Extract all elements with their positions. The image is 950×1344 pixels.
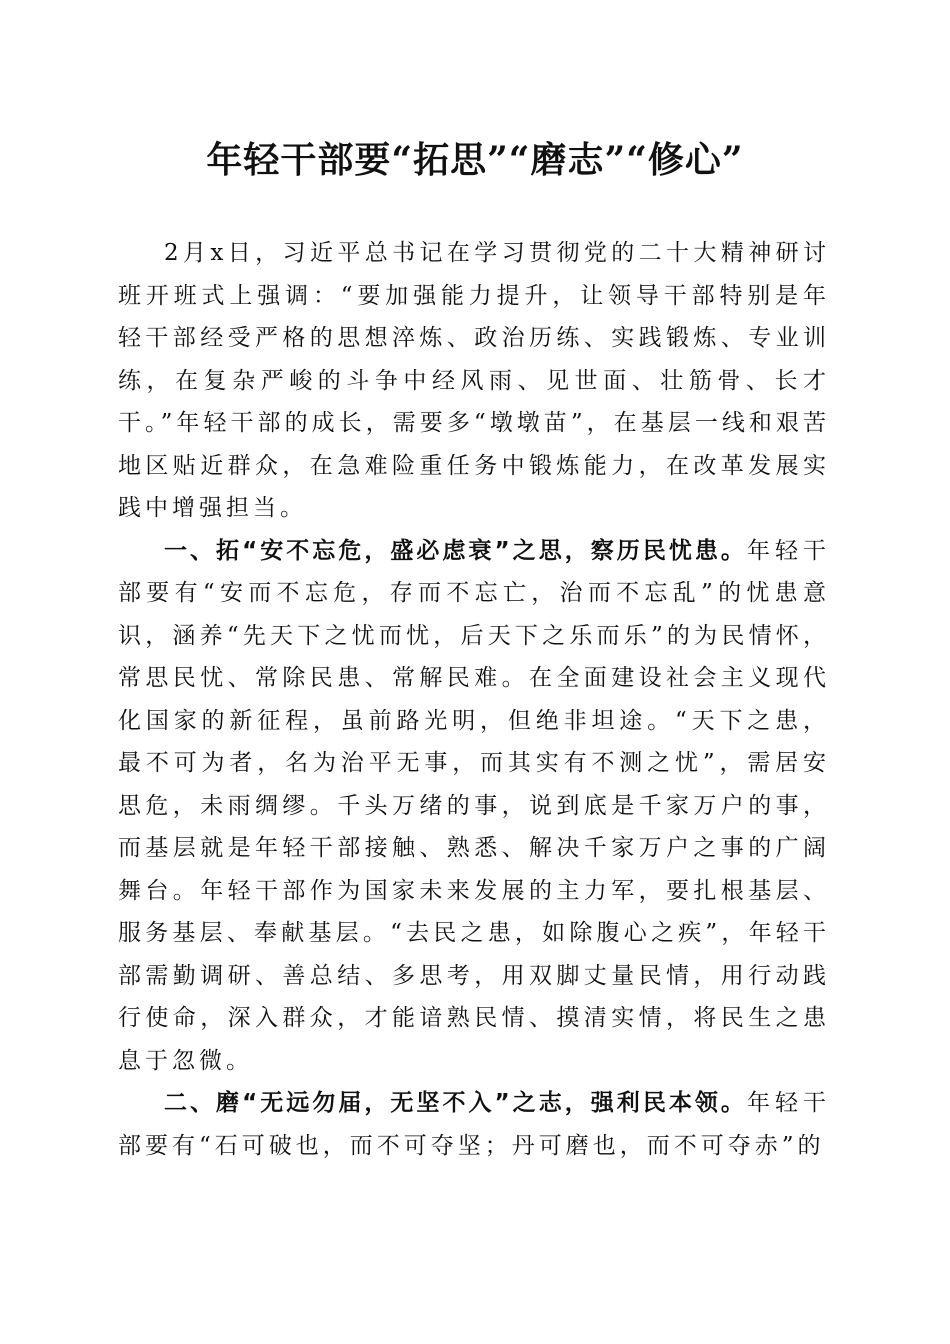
section-heading: 二、磨“无远勿届，无坚不入”之志，强利民本领。 bbox=[164, 1090, 747, 1116]
paragraph-section-1 bbox=[118, 530, 830, 1083]
paragraph-text: 2月x日，习近平总书记在学习贯彻党的二十大精神研讨班开班式上强调：“要加强能力提升，让领导干部特别是年轻干部经受严格的思想淬炼、政治历练、实践锻炼、专业训练，在复杂严峻的斗争中经风雨、见世面、壮筋骨、长才干。”年轻干部的成长，需要多“墩墩苗”，在基层一线和艰苦地区贴近群众，在急难险重任务中锻炼能力，在改革发展实践中增强担当。 bbox=[118, 240, 830, 521]
paragraph-intro bbox=[118, 232, 830, 530]
paragraph-text: 年轻干部要有“石可破也，而不可夺坚；丹可磨也，而不可夺赤”的 bbox=[118, 1090, 830, 1159]
document-body bbox=[118, 232, 830, 1167]
section-heading: 一、拓“安不忘危，盛必虑衰”之思，察历民忧患。 bbox=[164, 537, 747, 564]
paragraph-text: 年轻干部要有“安而不忘危，存而不忘亡，治而不忘乱”的忧患意识，涵养“先天下之忧而忧，后天下之乐而乐”的为民情怀，常思民忧、常除民患、常解民难。在全面建设社会主义现代化国家的新征程，虽前路光明，但绝非坦途。“天下之患，最不可为者，名为治平无事，而其实有不测之忧”，需居安思危，未雨绸缪。千头万绪的事，说到底是千家万户的事，而基层就是年轻干部接触、熟悉、解决千家万户之事的广阔舞台。年轻干部作为国家未来发展的主力军，要扎根基层、服务基层、奉献基层。“去民之患，如除腹心之疾”，年轻干部需勤调研、善总结、多思考，用双脚丈量民情，用行动践行使命，深入群众，才能谙熟民情、摸清实情，将民生之患息于忽微。 bbox=[118, 537, 830, 1074]
document-title: 年轻干部要“拓思”“磨志”“修心” bbox=[206, 139, 744, 181]
paragraph-section-2 bbox=[118, 1082, 830, 1167]
